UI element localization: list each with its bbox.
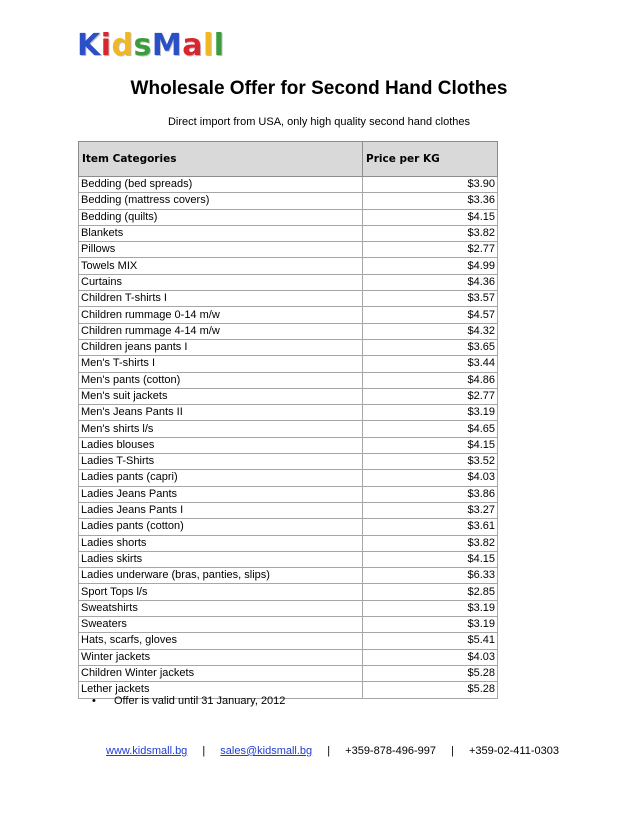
price-cell: $3.82	[363, 535, 498, 551]
item-category-cell: Sport Tops l/s	[79, 584, 363, 600]
price-cell: $4.86	[363, 372, 498, 388]
page-title: Wholesale Offer for Second Hand Clothes	[130, 78, 508, 99]
price-cell: $3.19	[363, 617, 498, 633]
validity-text: Offer is valid until 31 January, 2012	[114, 695, 286, 707]
item-category-cell: Men's pants (cotton)	[79, 372, 363, 388]
table-row	[79, 242, 498, 258]
table-row	[79, 584, 498, 600]
price-cell: $4.15	[363, 209, 498, 225]
table-row	[79, 617, 498, 633]
item-category-cell: Ladies shorts	[79, 535, 363, 551]
price-cell: $5.41	[363, 633, 498, 649]
footer-separator: |	[202, 745, 206, 757]
price-cell: $6.33	[363, 568, 498, 584]
table-row	[79, 437, 498, 453]
item-category-cell: Lether jackets	[79, 682, 363, 698]
price-cell: $5.28	[363, 682, 498, 698]
price-cell: $4.99	[363, 258, 498, 274]
item-category-cell: Men's suit jackets	[79, 388, 363, 404]
item-category-cell: Children T-shirts I	[79, 291, 363, 307]
validity-note	[92, 695, 285, 707]
price-cell: $4.03	[363, 649, 498, 665]
table-row	[79, 372, 498, 388]
price-cell: $3.61	[363, 519, 498, 535]
logo-letter: l	[213, 28, 225, 63]
item-category-cell: Hats, scarfs, gloves	[79, 633, 363, 649]
table-row	[79, 665, 498, 681]
price-cell: $4.36	[363, 274, 498, 290]
table-row	[79, 356, 498, 372]
page-subtitle: Direct import from USA, only high quality second hand clothes	[167, 116, 471, 128]
item-category-cell: Pillows	[79, 242, 363, 258]
table-row	[79, 405, 498, 421]
table-row	[79, 519, 498, 535]
price-cell: $4.15	[363, 551, 498, 567]
price-cell: $5.28	[363, 665, 498, 681]
item-category-cell: Sweaters	[79, 617, 363, 633]
logo-letter: i	[100, 28, 112, 63]
table-row	[79, 388, 498, 404]
item-category-cell: Towels MIX	[79, 258, 363, 274]
item-category-cell: Children Winter jackets	[79, 665, 363, 681]
item-category-cell: Ladies pants (cotton)	[79, 519, 363, 535]
item-category-cell: Ladies Jeans Pants I	[79, 502, 363, 518]
item-category-cell: Bedding (quilts)	[79, 209, 363, 225]
table-row	[79, 339, 498, 355]
table-row	[79, 551, 498, 567]
price-cell: $3.36	[363, 193, 498, 209]
item-category-cell: Ladies Jeans Pants	[79, 486, 363, 502]
header-item-categories: Item Categories	[79, 142, 363, 177]
item-category-cell: Children jeans pants I	[79, 339, 363, 355]
item-category-cell: Men's T-shirts I	[79, 356, 363, 372]
price-cell: $3.65	[363, 339, 498, 355]
price-cell: $4.03	[363, 470, 498, 486]
price-cell: $4.57	[363, 307, 498, 323]
table-row	[79, 421, 498, 437]
table-row	[79, 258, 498, 274]
logo-letter: K	[77, 28, 101, 63]
price-cell: $2.85	[363, 584, 498, 600]
table-row	[79, 633, 498, 649]
phone-mobile: +359-878-496-997	[345, 745, 436, 757]
price-cell: $4.32	[363, 323, 498, 339]
header-price-per-kg: Price per KG	[363, 142, 498, 177]
price-cell: $2.77	[363, 242, 498, 258]
item-category-cell: Children rummage 4-14 m/w	[79, 323, 363, 339]
table-row	[79, 454, 498, 470]
table-row	[79, 177, 498, 193]
table-row	[79, 307, 498, 323]
table-row	[79, 193, 498, 209]
table-row	[79, 535, 498, 551]
item-category-cell: Bedding (mattress covers)	[79, 193, 363, 209]
item-category-cell: Curtains	[79, 274, 363, 290]
table-row	[79, 649, 498, 665]
price-table	[78, 141, 498, 699]
table-row	[79, 225, 498, 241]
table-row	[79, 323, 498, 339]
bullet-icon: •	[92, 695, 96, 707]
table-row	[79, 209, 498, 225]
price-cell: $3.27	[363, 502, 498, 518]
item-category-cell: Ladies blouses	[79, 437, 363, 453]
website-link[interactable]: www.kidsmall.bg	[106, 745, 188, 757]
item-category-cell: Blankets	[79, 225, 363, 241]
table-row	[79, 502, 498, 518]
price-cell: $3.90	[363, 177, 498, 193]
item-category-cell: Winter jackets	[79, 649, 363, 665]
item-category-cell: Ladies underware (bras, panties, slips)	[79, 568, 363, 584]
price-cell: $3.44	[363, 356, 498, 372]
kidsmall-logo	[77, 28, 225, 64]
item-category-cell: Bedding (bed spreads)	[79, 177, 363, 193]
price-cell: $3.52	[363, 454, 498, 470]
price-cell: $4.15	[363, 437, 498, 453]
price-cell: $4.65	[363, 421, 498, 437]
footer-separator: |	[451, 745, 454, 757]
price-cell: $3.82	[363, 225, 498, 241]
item-category-cell: Men's shirts l/s	[79, 421, 363, 437]
item-category-cell: Ladies skirts	[79, 551, 363, 567]
item-category-cell: Children rummage 0-14 m/w	[79, 307, 363, 323]
table-row	[79, 470, 498, 486]
logo-letter: l	[203, 28, 214, 63]
item-category-cell: Sweatshirts	[79, 600, 363, 616]
contact-footer	[106, 745, 559, 757]
logo-letter: M	[151, 28, 183, 63]
logo-letter: s	[133, 28, 152, 63]
table-header-row	[79, 142, 498, 177]
item-category-cell: Ladies pants (capri)	[79, 470, 363, 486]
table-row	[79, 486, 498, 502]
table-row	[79, 274, 498, 290]
footer-separator: |	[327, 745, 331, 757]
price-cell: $2.77	[363, 388, 498, 404]
price-cell: $3.86	[363, 486, 498, 502]
item-category-cell: Ladies T-Shirts	[79, 454, 363, 470]
table-row	[79, 600, 498, 616]
table-row	[79, 568, 498, 584]
logo-letter: d	[111, 28, 134, 63]
email-link[interactable]: sales@kidsmall.bg	[220, 745, 313, 757]
price-cell: $3.19	[363, 405, 498, 421]
item-category-cell: Men's Jeans Pants II	[79, 405, 363, 421]
phone-landline: +359-02-411-0303	[468, 745, 559, 757]
price-cell: $3.57	[363, 291, 498, 307]
price-cell: $3.19	[363, 600, 498, 616]
logo-letter: a	[182, 28, 203, 63]
table-row	[79, 291, 498, 307]
